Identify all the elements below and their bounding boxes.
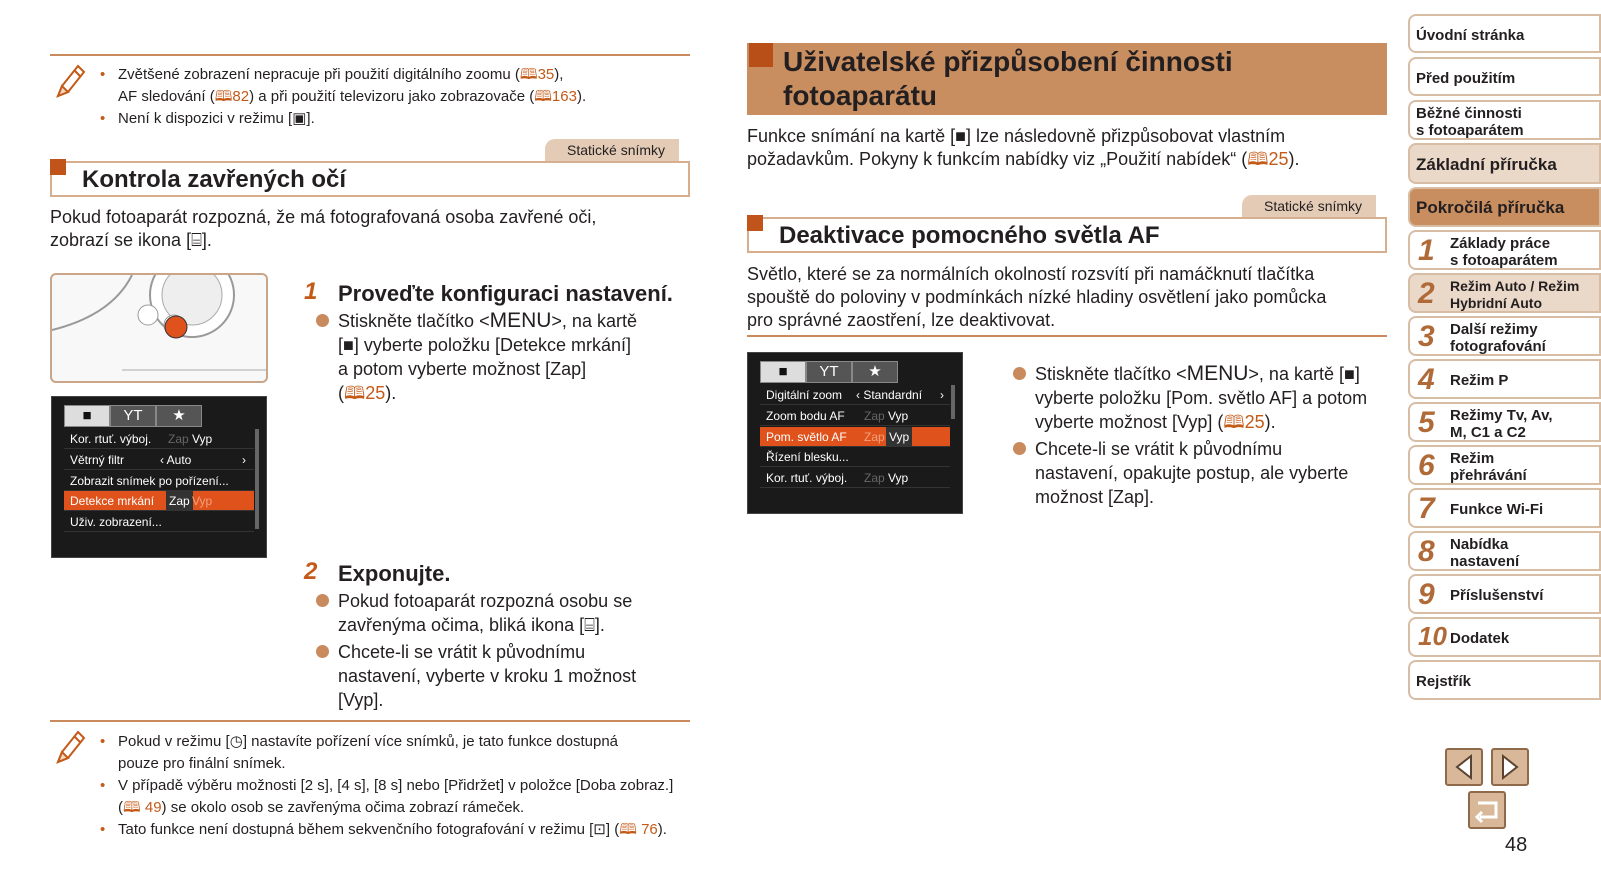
menu-row: Řízení blesku...	[760, 447, 950, 467]
menu-screen-left	[51, 396, 267, 558]
star-tab-icon: ★	[852, 361, 898, 383]
nav-advanced-guide[interactable]: Pokročilá příručka	[1408, 187, 1601, 227]
menu-row: Kor. rtuť. výboj. Zap Vyp	[760, 468, 950, 488]
step2-bullet-1: Pokud fotoaparát rozpozná osobu se zavřenýma očima, bliká ikona [⌸].	[338, 589, 688, 637]
heading-customize: Uživatelské přizpůsobení činnosti fotoaparátu	[747, 43, 1387, 115]
heading-marker	[749, 43, 773, 67]
note-blink: • Pokud v režimu [◷] nastavíte pořízení více snímků, je tato funkce dostupná pouze pro finální snímek. • V případě výběru možnosti [2 s], [4 s], [8 s] nebo [Přidržet] v položce [Doba zobraz.] (🕮 49) se okolo osob se zavřenýma očima zobrazí rámeček. • Tato funkce není dostupná během sekvenčního fotografování v režimu [⊡] (🕮 76).	[100, 731, 690, 841]
step-title: Proveďte konfiguraci nastavení.	[338, 281, 673, 306]
heading-blink-detection: Kontrola zavřených očí	[50, 161, 690, 197]
step-title: Exponujte.	[338, 561, 451, 586]
step2-bullet-2: Chcete-li se vrátit k původnímu nastavení, vyberte v kroku 1 možnost [Vyp].	[338, 640, 688, 712]
menu-screen-right	[747, 352, 963, 514]
af-bullet-1: Stiskněte tlačítko <MENU>, na kartě [■] vyberte položku [Pom. světlo AF] a potom vyberte možnost [Vyp] (🕮25).	[1035, 362, 1390, 434]
intro-blink: Pokud fotoaparát rozpozná, že má fotografovaná osoba zavřené oči, zobrazí se ikona [⌸].	[50, 207, 597, 250]
step1-bullet: Stiskněte tlačítko <MENU>, na kartě [■] vyberte položku [Detekce mrkání] a potom vyberte možnost [Zap] (🕮25).	[338, 309, 688, 405]
af-bullet-2: Chcete-li se vrátit k původnímu nastavení, opakujte postup, ale vyberte možnost [Zap].	[1035, 437, 1390, 509]
continuous-shooting-icon: ⊡	[593, 821, 606, 838]
heading-af-assist: Deaktivace pomocného světla AF	[747, 217, 1387, 253]
blink-icon: ⌸	[584, 615, 595, 635]
nav-chapter-9[interactable]: 9 Příslušenství	[1408, 574, 1601, 614]
nav-chapter-7[interactable]: 7 Funkce Wi-Fi	[1408, 488, 1601, 528]
menu-row-selected: Pom. světlo AF Zap Vyp	[760, 427, 950, 447]
step-number: 1	[304, 278, 318, 305]
tag-still-images-right: Statické snímky	[1242, 195, 1376, 217]
return-icon	[1470, 793, 1504, 827]
nav-basic-guide[interactable]: Základní příručka	[1408, 143, 1601, 184]
menu-row: Zobrazit snímek po pořízení...	[64, 471, 254, 491]
top-rule-left	[50, 54, 690, 56]
menu-row: Větrný filtr ‹ Auto ›	[64, 450, 254, 470]
menu-row-selected: Detekce mrkání Zap Vyp	[64, 491, 254, 511]
nav-index[interactable]: Rejstřík	[1408, 660, 1601, 700]
next-page-button[interactable]	[1491, 748, 1529, 786]
nav-chapter-2[interactable]: 2 Režim Auto / Režim Hybridní Auto	[1408, 273, 1601, 313]
nav-before-use[interactable]: Před použitím	[1408, 57, 1601, 96]
setup-tab-icon: YT	[806, 361, 852, 383]
page-number: 48	[1505, 834, 1528, 856]
nav-common-operations[interactable]: Běžné činnosti s fotoaparátem	[1408, 100, 1601, 140]
nav-home[interactable]: Úvodní stránka	[1408, 14, 1601, 53]
pencil-icon	[52, 728, 86, 768]
return-button[interactable]	[1468, 791, 1506, 829]
step-number: 2	[304, 558, 318, 585]
af-assist-text: Světlo, které se za normálních okolností rozsvítí při namáčknutí tlačítka spouště do poloviny v podmínkách nízké hladiny osvětlení jako pomůcka pro správné zaostření, lze deaktivovat.	[747, 264, 1327, 330]
star-tab-icon: ★	[156, 405, 202, 427]
menu-scrollbar	[255, 429, 259, 529]
nav-chapter-10[interactable]: 10 Dodatek	[1408, 617, 1601, 657]
camera-illustration	[50, 273, 268, 383]
arrow-right-icon	[1493, 750, 1527, 784]
scene-mode-icon: ▣	[292, 110, 307, 127]
blink-icon: ⌸	[191, 230, 202, 250]
camera-icon: ■	[343, 335, 354, 355]
nav-chapter-5[interactable]: 5 Režimy Tv, Av, M, C1 a C2	[1408, 402, 1601, 442]
menu-row: Digitální zoom ‹ Standardní ›	[760, 385, 950, 405]
bottom-rule-left	[50, 720, 690, 722]
menu-row: Uživ. zobrazení...	[64, 512, 254, 532]
prev-page-button[interactable]	[1445, 748, 1483, 786]
setup-tab-icon: YT	[110, 405, 156, 427]
rule-right	[747, 335, 1387, 337]
nav-chapter-4[interactable]: 4 Režim P	[1408, 359, 1601, 399]
pencil-icon	[52, 62, 86, 102]
heading-marker	[50, 159, 66, 175]
nav-chapter-6[interactable]: 6 Režim přehrávání	[1408, 445, 1601, 485]
nav-chapter-3[interactable]: 3 Další režimy fotografování	[1408, 316, 1601, 356]
nav-chapter-1[interactable]: 1 Základy práce s fotoaparátem	[1408, 230, 1601, 270]
tag-still-images-left: Statické snímky	[545, 139, 679, 161]
menu-row: Kor. rtuť. výboj. Zap Vyp	[64, 429, 254, 449]
intro-customize: Funkce snímání na kartě [■] lze následovně přizpůsobovat vlastním požadavkům. Pokyny k funkcím nabídky viz „Použití nabídek“ (🕮25).	[747, 126, 1300, 169]
heading-marker	[747, 215, 763, 231]
camera-icon: ■	[955, 126, 966, 146]
menu-row: Zoom bodu AF Zap Vyp	[760, 406, 950, 426]
camera-tab-icon: ■	[64, 405, 110, 427]
arrow-left-icon	[1447, 750, 1481, 784]
nav-chapter-8[interactable]: 8 Nabídka nastavení	[1408, 531, 1601, 571]
camera-tab-icon: ■	[760, 361, 806, 383]
camera-icon: ■	[1343, 364, 1355, 384]
menu-scrollbar	[951, 385, 955, 419]
note-zoom: • Zvětšené zobrazení nepracuje při použití digitálního zoomu (🕮35), AF sledování (🕮82) a při použití televizoru jako zobrazovače (🕮163). • Není k dispozici v režimu [▣].	[100, 64, 690, 130]
self-timer-icon: ◷	[229, 733, 243, 750]
